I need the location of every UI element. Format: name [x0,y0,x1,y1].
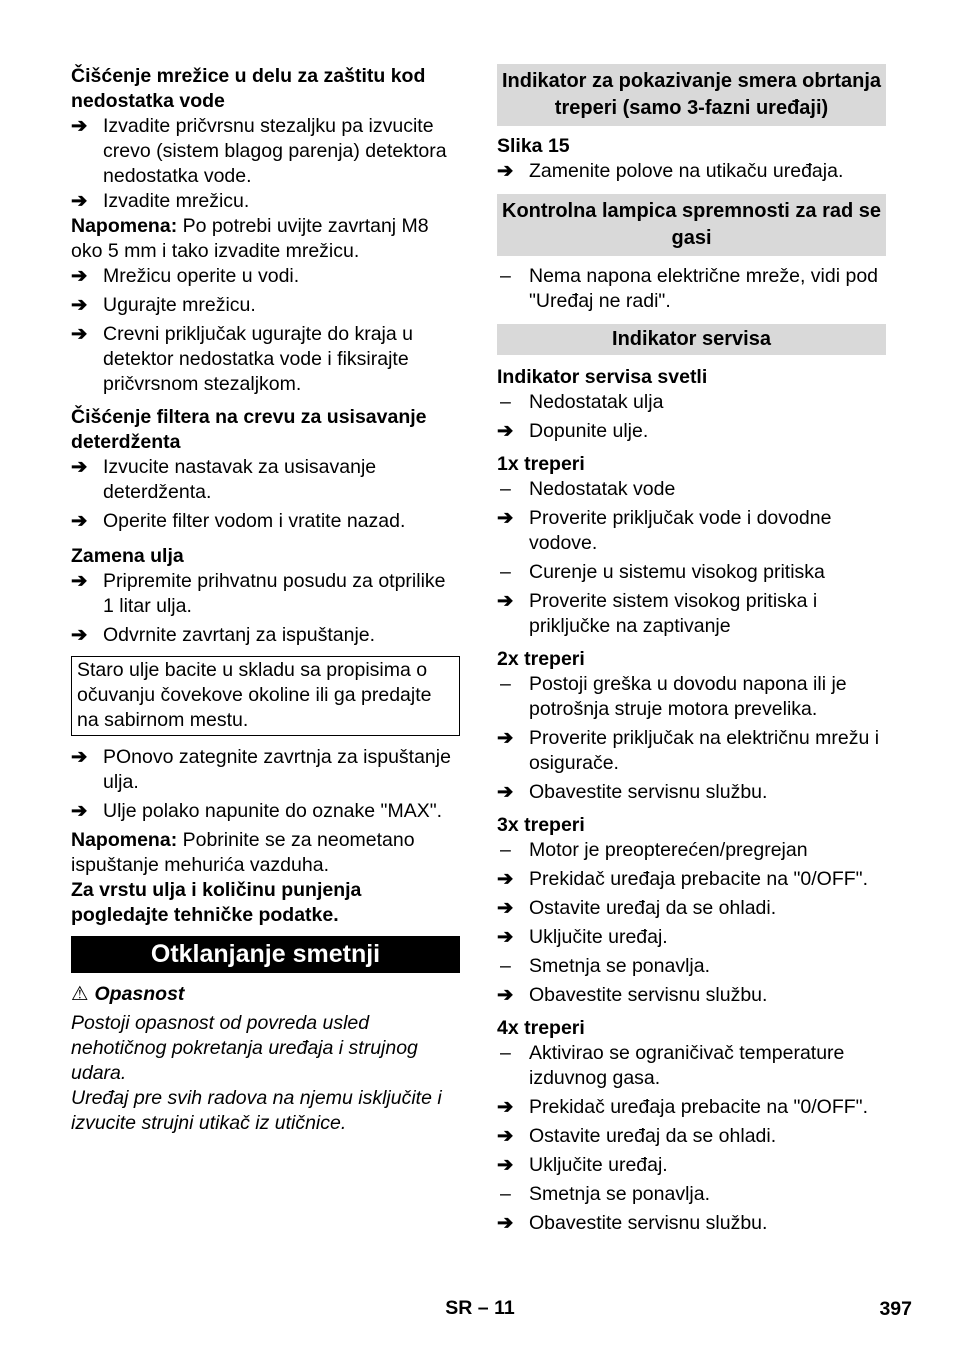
arrow-icon: ➔ [497,1096,514,1118]
section-heading-service: Indikator servisa [497,324,886,355]
list-item: ➔ Proverite sistem visokog pritiska i priključke na zaptivanje [497,590,818,637]
subheading: 1x treperi [497,453,585,475]
dash-marker: – [500,561,511,583]
note: Napomena: Pobrinite se za neometano ispuštanje mehurića vazduha. [71,829,415,876]
right-column [497,64,886,1236]
environment-notice-box: Staro ulje bacite u skladu sa propisima o očuvanju čovekove okoline ili ga predajte na sabirnom mestu. [71,656,460,736]
arrow-icon: ➔ [497,160,514,182]
section-title-sieve: Čišćenje mrežice u delu za zaštitu kod nedostatka vode [71,65,426,112]
arrow-icon: ➔ [497,507,514,529]
arrow-icon: ➔ [71,323,88,345]
service-list-0 [497,390,886,444]
dash-marker: – [500,265,511,287]
list-item: ➔ Obavestite servisnu službu. [497,781,768,803]
list-item: ➔ Ostavite uređaj da se ohladi. [497,897,777,919]
service-list-4 [497,1041,886,1236]
arrow-icon: ➔ [497,984,514,1006]
warning-text: Postoji opasnost od povreda usled nehotičnog pokretanja uređaja i strujnog udara. [71,1012,418,1084]
list-item: – Nema napona električne mreže, vidi pod "Uređaj ne radi". [497,264,886,314]
arrow-icon: ➔ [71,294,88,316]
arrow-icon: ➔ [71,800,88,822]
list-item: ➔ Uključite uređaj. [497,1154,668,1176]
dash-marker: – [500,391,511,413]
arrow-icon: ➔ [497,1154,514,1176]
list-item: ➔ Ostavite uređaj da se ohladi. [497,1125,777,1147]
list-item: ➔ Ugurajte mrežicu. [71,294,256,316]
list-item: ➔ Izvadite mrežicu. [71,190,250,212]
service-list-3 [497,838,886,1008]
section-title-filter: Čišćenje filtera na crevu za usisavanje deterdženta [71,406,427,453]
arrow-icon: ➔ [497,420,514,442]
list-item: – Motor je preopterećen/pregrejan [497,838,886,863]
dash-marker: – [500,673,511,695]
arrow-icon: ➔ [71,456,88,478]
arrow-icon: ➔ [71,746,88,768]
section-heading-ready-lamp: Kontrolna lampica spremnosti za rad se gasi [497,194,886,256]
section-title-oil: Zamena ulja [71,545,184,567]
arrow-icon: ➔ [497,926,514,948]
list-item: – Smetnja se ponavlja. [497,1182,886,1207]
dash-marker: – [500,1183,511,1205]
list-item: ➔ Izvadite pričvrsnu stezaljku pa izvucite crevo (sistem blagog parenja) detektora nedostatka vode. [71,115,447,187]
list-item: ➔ Ulje polako napunite do oznake "MAX". [71,800,443,822]
subheading: 2x treperi [497,648,585,670]
chapter-banner: Otklanjanje smetnji [71,936,460,973]
warning-triangle-icon: ⚠ [71,983,89,1005]
list-item: ➔ Pripremite prihvatnu posudu za otprilike 1 litar ulja. [71,570,446,617]
footer-section-number: SR – 11 [445,1297,515,1319]
arrow-icon: ➔ [497,1125,514,1147]
list-item: ➔ Dopunite ulje. [497,420,649,442]
arrow-icon: ➔ [497,781,514,803]
list-item: – Aktivirao se ograničivač temperature izduvnog gasa. [497,1041,886,1091]
service-list-1 [497,477,886,639]
section-heading-rotation: Indikator za pokazivanje smera obrtanja treperi (samo 3-fazni uređaji) [497,64,886,126]
note: Napomena: Po potrebi uvijte zavrtanj M8 oko 5 mm i tako izvadite mrežicu. [71,215,429,262]
arrow-icon: ➔ [71,190,88,212]
list-item: – Smetnja se ponavlja. [497,954,886,979]
subheading: Indikator servisa svetli [497,366,708,388]
dash-marker: – [500,955,511,977]
dash-marker: – [500,1042,511,1064]
list-item: ➔ Zamenite polove na utikaču uređaja. [497,160,844,182]
list-item: ➔ Obavestite servisnu službu. [497,1212,768,1234]
arrow-icon: ➔ [497,727,514,749]
list-item: – Nedostatak vode [497,477,886,502]
arrow-icon: ➔ [497,590,514,612]
list-item: ➔ Prekidač uređaja prebacite na "0/OFF". [497,1096,869,1118]
list-item: ➔ Izvucite nastavak za usisavanje deterdženta. [71,456,377,503]
list-item: – Postoji greška u dovodu napona ili je potrošnja struje motora prevelika. [497,672,886,722]
subheading: 3x treperi [497,814,585,836]
arrow-icon: ➔ [497,897,514,919]
arrow-icon: ➔ [71,570,88,592]
list-item: ➔ Crevni priključak ugurajte do kraja u detektor nedostatka vode i fiksirajte pričvrsnom stezaljkom. [71,323,413,395]
list-item: ➔ Uključite uređaj. [497,926,668,948]
list-item: – Nedostatak ulja [497,390,886,415]
list-item: ➔ Prekidač uređaja prebacite na "0/OFF". [497,868,869,890]
footer-page-number: 397 [879,1298,912,1320]
list-item: ➔ POnovo zategnite zavrtnja za ispuštanje ulja. [71,746,451,793]
arrow-icon: ➔ [71,510,88,532]
arrow-icon: ➔ [71,115,88,137]
figure-ref: Slika 15 [497,135,570,157]
list-item: ➔ Operite filter vodom i vratite nazad. [71,510,406,532]
warning-title: ⚠ Opasnost [71,983,185,1005]
dash-marker: – [500,478,511,500]
arrow-icon: ➔ [71,265,88,287]
arrow-icon: ➔ [71,624,88,646]
list-item: ➔ Odvrnite zavrtanj za ispuštanje. [71,624,376,646]
arrow-icon: ➔ [497,1212,514,1234]
bold-note: Za vrstu ulja i količinu punjenja pogledajte tehničke podatke. [71,879,362,926]
list-item: ➔ Obavestite servisnu službu. [497,984,768,1006]
arrow-icon: ➔ [497,868,514,890]
dash-marker: – [500,839,511,861]
list-item: – Curenje u sistemu visokog pritiska [497,560,886,585]
subheading: 4x treperi [497,1017,585,1039]
list-item: ➔ Proverite priključak vode i dovodne vodove. [497,507,832,554]
list-item: ➔ Mrežicu operite u vodi. [71,265,300,287]
left-column [71,64,460,1136]
list-item: ➔ Proverite priključak na električnu mrežu i osigurače. [497,727,880,774]
warning-text: Uređaj pre svih radova na njemu isključite i izvucite strujni utikač iz utičnice. [71,1087,442,1134]
service-list-2 [497,672,886,805]
